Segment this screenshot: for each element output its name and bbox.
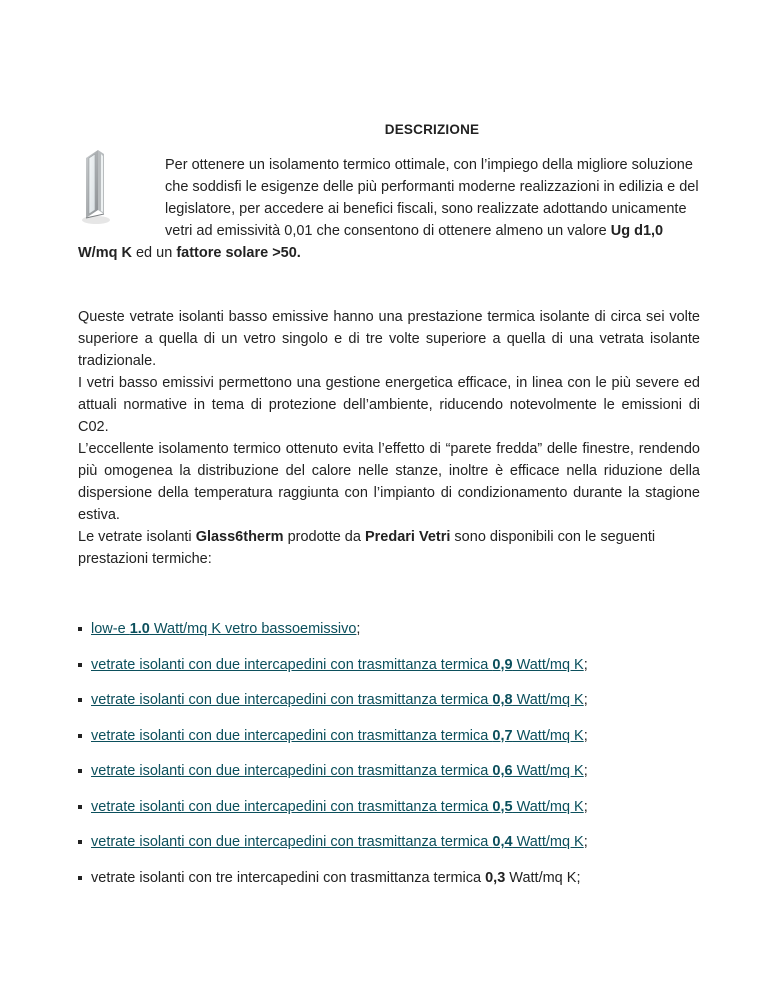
list-item[interactable]: vetrate isolanti con due intercapedini con trasmittanza termica 0,6 Watt/mq K; — [78, 760, 718, 796]
bullet-icon — [78, 698, 82, 702]
list-item[interactable]: vetrate isolanti con due intercapedini con trasmittanza termica 0,8 Watt/mq K; — [78, 689, 718, 725]
paragraph-performance: Queste vetrate isolanti basso emissive hanno una prestazione termica isolante di circa sei volte superiore a quella di un vetro singolo e di tre volte superiore a quella di una vetrata isolante tradizionale. — [78, 309, 700, 369]
spec-link[interactable]: vetrate isolanti con due intercapedini con trasmittanza termica 0,7 Watt/mq K — [91, 727, 584, 744]
spec-link[interactable]: vetrate isolanti con due intercapedini con trasmittanza termica 0,4 Watt/mq K — [91, 834, 584, 850]
bullet-icon — [78, 840, 82, 844]
intro-ug-value: Ug d1,0 W/mq K — [78, 223, 664, 261]
list-item[interactable]: low-e 1.0 Watt/mq K vetro bassoemissivo; — [78, 618, 718, 654]
bullet-icon — [78, 876, 82, 880]
bullet-icon — [78, 734, 82, 738]
bullet-icon — [78, 805, 82, 809]
intro-text: Per ottenere un isolamento termico ottimale, con l’impiego della migliore soluzione che soddisfi le esigenze delle più performanti moderne realizzazioni in edilizia e del legislatore, per accedere ai benefici fiscali, sono realizzate adottando unicamente vetri ad emissività 0,01 che consentono di ottenere almeno un valore — [165, 157, 699, 239]
list-item[interactable]: vetrate isolanti con due intercapedini con trasmittanza termica 0,4 Watt/mq K; — [78, 831, 718, 867]
spec-link[interactable]: vetrate isolanti con due intercapedini con trasmittanza termica 0,5 Watt/mq K — [91, 798, 584, 815]
spec-link[interactable]: vetrate isolanti con due intercapedini con trasmittanza termica 0,9 Watt/mq K — [91, 656, 584, 673]
paragraph-energy: I vetri basso emissivi permettono una gestione energetica efficace, in linea con le più severe ed attuali normative in tema di protezione dell’ambiente, riducendo notevolmente le emissioni di C02. — [78, 375, 700, 435]
availability-mid: prodotte da — [283, 529, 365, 545]
paragraph-insulation: L’eccellente isolamento termico ottenuto evita l’effetto di “parete fredda” delle finestre, rendendo più omogenea la distribuzione del calore nelle stanze, inoltre è efficace nella riduzione della dispersione della temperatura raggiunta con l’impianto di condizionamento durante la stagione estiva. — [78, 441, 700, 523]
availability-pre: Le vetrate isolanti — [78, 529, 196, 545]
intro-paragraph — [78, 154, 700, 264]
list-item[interactable]: vetrate isolanti con due intercapedini con trasmittanza termica 0,9 Watt/mq K; — [78, 654, 718, 690]
bullet-icon — [78, 769, 82, 773]
section-heading: DESCRIZIONE — [384, 122, 480, 137]
paragraph-availability — [78, 526, 700, 570]
list-item[interactable]: vetrate isolanti con due intercapedini con trasmittanza termica 0,7 Watt/mq K; — [78, 725, 718, 761]
availability-post: sono disponibili con le seguenti prestazioni termiche: — [78, 529, 656, 567]
spec-link[interactable]: vetrate isolanti con due intercapedini con trasmittanza termica 0,6 Watt/mq K — [91, 763, 584, 779]
spec-text: vetrate isolanti con tre intercapedini con trasmittanza termica 0,3 Watt/mq K — [91, 869, 577, 886]
list-item[interactable]: vetrate isolanti con due intercapedini con trasmittanza termica 0,5 Watt/mq K; — [78, 796, 718, 832]
spec-link[interactable]: low-e 1.0 Watt/mq K vetro bassoemissivo — [91, 621, 357, 637]
intro-mid: ed un — [131, 245, 177, 261]
brand-name: Glass6therm — [195, 529, 284, 545]
spec-list — [78, 618, 718, 902]
spec-link[interactable]: vetrate isolanti con due intercapedini con trasmittanza termica 0,8 Watt/mq K — [91, 692, 584, 708]
company-name: Predari Vetri — [364, 529, 451, 545]
bullet-icon — [78, 663, 82, 667]
bullet-icon — [78, 627, 82, 631]
intro-solar-factor: fattore solare >50. — [176, 245, 301, 261]
list-item: vetrate isolanti con tre intercapedini con trasmittanza termica 0,3 Watt/mq K; — [78, 867, 718, 903]
